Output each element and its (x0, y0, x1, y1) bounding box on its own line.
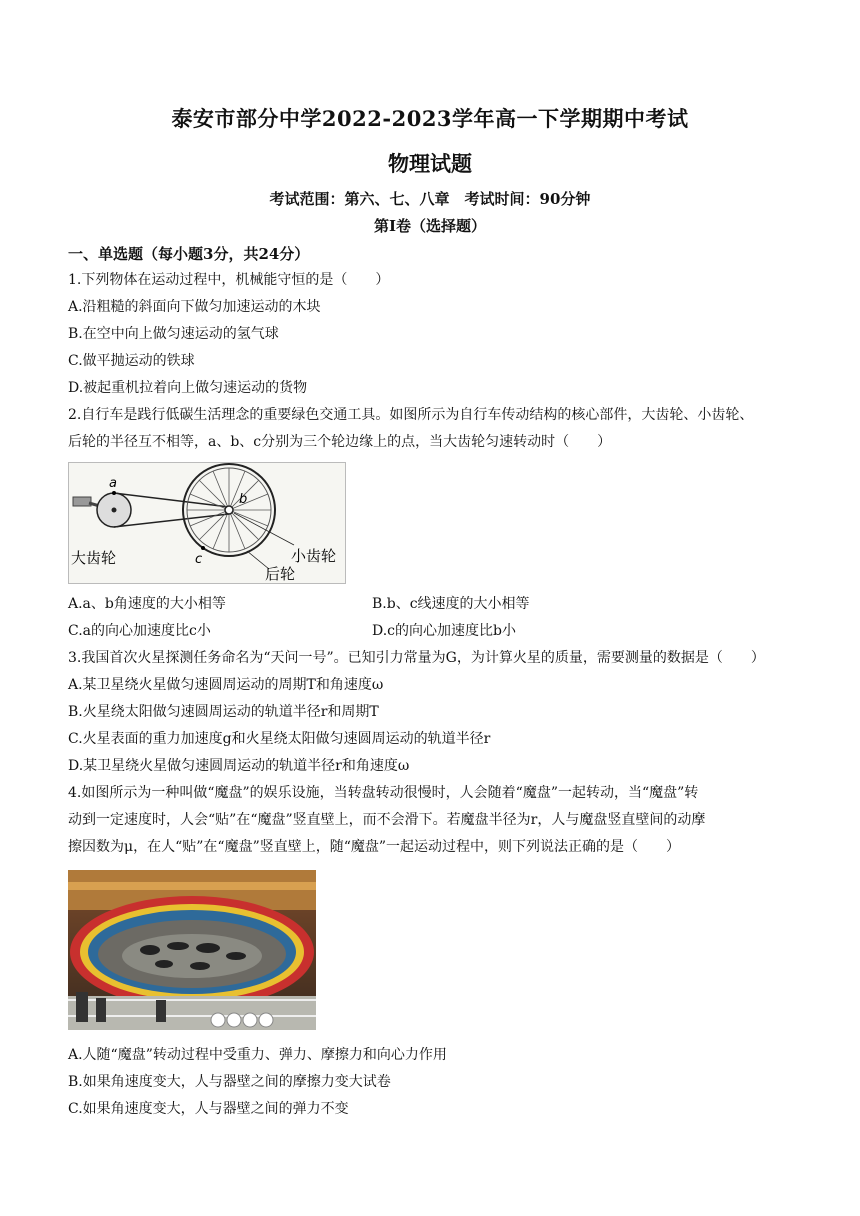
q4-stem-line1: 4.如图所示为一种叫做“魔盘”的娱乐设施，当转盘转动很慢时，人会随着“魔盘”一起转动，当“魔盘”转 (68, 785, 699, 801)
exam-scope: 考试范围：第六、七、八章 考试时间：90分钟 (269, 190, 591, 208)
q4-stem-line2: 动到一定速度时，人会“贴”在“魔盘”竖直壁上，而不会滑下。若魔盘半径为r，人与魔盘竖直壁间的动摩 (68, 812, 706, 828)
q4-option-a: A.人随“魔盘”转动过程中受重力、弹力、摩擦力和向心力作用 (68, 1047, 447, 1063)
q2-stem-line1: 2.自行车是践行低碳生活理念的重要绿色交通工具。如图所示为自行车传动结构的核心部件，大齿轮、小齿轮、 (68, 407, 754, 423)
small-gear-shape (225, 506, 233, 514)
label-c: c (195, 552, 203, 567)
q1-option-b: B.在空中向上做匀速运动的氢气球 (68, 326, 279, 342)
subject-title: 物理试题 (388, 151, 472, 176)
q3-option-c: C.火星表面的重力加速度g和火星绕太阳做匀速圆周运动的轨道半径r (68, 731, 491, 747)
exam-title: 泰安市部分中学2022-2023学年高一下学期期中考试 (171, 106, 689, 131)
volume-title: 第I卷（选择题） (373, 217, 487, 235)
q4-stem-line3: 擦因数为μ，在人“贴”在“魔盘”竖直壁上，随“魔盘”一起运动过程中，则下列说法正确的是（ ） (68, 839, 681, 855)
q3-option-d: D.某卫星绕火星做匀速圆周运动的轨道半径r和角速度ω (68, 758, 410, 774)
q3-option-a: A.某卫星绕火星做匀速圆周运动的周期T和角速度ω (68, 677, 384, 693)
label-a: a (109, 476, 117, 491)
q4-option-b: B.如果角速度变大，人与器壁之间的摩擦力变大试卷 (68, 1074, 391, 1090)
q2-option-d: D.c的向心加速度比b小 (372, 623, 516, 639)
label-b: b (239, 492, 248, 507)
q3-option-b: B.火星绕太阳做匀速圆周运动的轨道半径r和周期T (68, 704, 379, 720)
q2-option-b: B.b、c线速度的大小相等 (372, 596, 530, 612)
q1-stem: 1.下列物体在运动过程中，机械能守恒的是（ ） (68, 272, 390, 288)
q1-option-a: A.沿粗糙的斜面向下做匀加速运动的木块 (68, 299, 321, 315)
q2-stem-line2: 后轮的半径互不相等，a、b、c分别为三个轮边缘上的点，当大齿轮匀速转动时（ ） (68, 434, 612, 450)
label-small-gear: 小齿轮 (291, 547, 337, 565)
q1-option-d: D.被起重机拉着向上做匀速运动的货物 (68, 380, 308, 396)
label-rear-wheel: 后轮 (265, 565, 296, 583)
q4-option-c: C.如果角速度变大，人与器壁之间的弹力不变 (68, 1101, 349, 1117)
q2-option-c: C.a的向心加速度比c小 (68, 623, 211, 639)
magic-disk-photo (68, 870, 316, 1030)
q3-stem: 3.我国首次火星探测任务命名为“天问一号”。已知引力常量为G，为计算火星的质量，需要测量的数据是（ ） (68, 650, 765, 666)
section-heading: 一、单选题（每小题3分，共24分） (68, 245, 310, 263)
q2-option-a: A.a、b角速度的大小相等 (68, 596, 226, 612)
bicycle-drive-figure (68, 462, 346, 584)
q1-option-c: C.做平抛运动的铁球 (68, 353, 195, 369)
label-big-gear: 大齿轮 (71, 549, 117, 567)
